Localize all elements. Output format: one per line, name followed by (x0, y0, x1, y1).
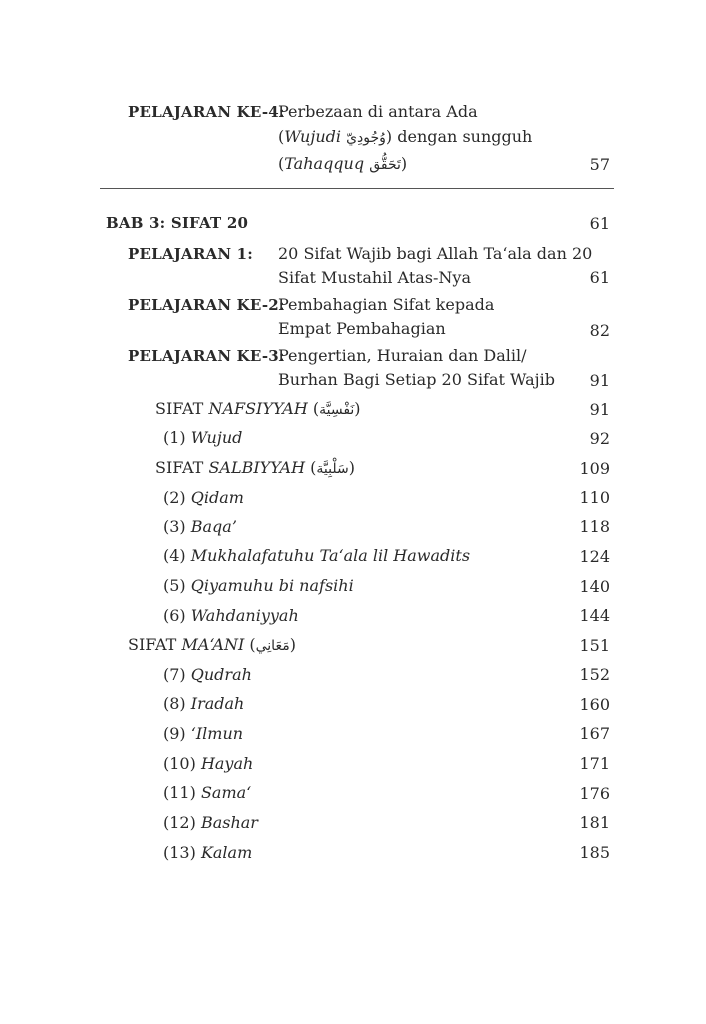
item-entry (163, 428, 242, 447)
item-number: (12) (163, 813, 201, 832)
arabic-maani: مَعَانِي (255, 638, 290, 654)
item-entry (163, 546, 470, 565)
item-entry (163, 488, 244, 507)
item-number: (6) (163, 606, 191, 625)
item-number: (1) (163, 428, 191, 447)
lesson-label: PELAJARAN KE-2: (128, 296, 285, 314)
item-number: (4) (163, 546, 191, 565)
lesson-title-line2: Burhan Bagi Setiap 20 Sifat Wajib (278, 370, 555, 389)
item-entry (163, 843, 252, 862)
item-entry (163, 724, 243, 743)
item-number: (5) (163, 576, 191, 595)
item-name: Mukhalafatuhu Ta‘ala lil Hawadits (190, 546, 471, 565)
arabic-wujudi: وُجُودِيّ (346, 130, 386, 146)
item-name: Kalam (200, 843, 253, 862)
item-page: 110 (579, 488, 610, 507)
item-page: 176 (579, 784, 610, 803)
item-entry (163, 754, 253, 773)
item-entry (163, 694, 244, 713)
item-page: 140 (579, 577, 610, 596)
item-page: 144 (579, 606, 610, 625)
arabic-nafsiyyah: نَفْسِيَّة (319, 402, 355, 418)
item-page: 118 (579, 517, 610, 536)
lesson-page: 82 (589, 321, 610, 340)
item-number: (2) (163, 488, 191, 507)
chapter-page: 61 (589, 214, 610, 233)
section-page: 151 (579, 636, 610, 655)
lesson-title-line1: Pengertian, Huraian dan Dalil/ (278, 346, 527, 365)
item-name: Qidam (190, 488, 244, 507)
paren-open: ( (278, 127, 285, 146)
item-number: NAFSIYYAH (208, 399, 308, 418)
section-nafsiyyah: SIFAT NAFSIYYAH (نَفْسِيَّة) (155, 399, 361, 418)
item-page: 167 (579, 724, 610, 743)
lesson4-title-line2 (278, 127, 532, 146)
lesson-title-line2: Empat Pembahagian (278, 319, 446, 338)
item-number: SIFAT (155, 399, 209, 418)
item-entry (163, 576, 354, 595)
item-number: (13) (163, 843, 201, 862)
term-tahaqquq: Tahaqquq (284, 154, 365, 173)
item-entry (163, 606, 299, 625)
item-number: SIFAT (128, 635, 182, 654)
item-number: (8) (163, 694, 191, 713)
item-entry (163, 783, 251, 802)
lesson-label: PELAJARAN 1: (128, 245, 254, 263)
lesson4-title-line3 (278, 154, 407, 173)
item-name: Bashar (200, 813, 258, 832)
lesson-title-line1: 20 Sifat Wajib bagi Allah Ta‘ala dan 20 (278, 244, 593, 263)
title-rest: ) dengan sungguh (385, 127, 533, 146)
divider (100, 188, 614, 189)
item-name: Qiyamuhu bi nafsihi (190, 576, 354, 595)
lesson-title-line1: Pembahagian Sifat kepada (278, 295, 495, 314)
arabic-salbiyyah: سَلْبِيَّة (316, 461, 349, 477)
section-maani: SIFAT MA‘ANI (مَعَانِي) (128, 635, 296, 654)
lesson4-label: PELAJARAN KE-4: (128, 103, 285, 121)
item-number: (10) (163, 754, 201, 773)
item-page: 92 (589, 429, 610, 448)
item-number: SALBIYYAH (208, 458, 306, 477)
item-entry (163, 813, 258, 832)
lesson-title-line2: Sifat Mustahil Atas-Nya (278, 268, 471, 287)
item-number: (9) (163, 724, 191, 743)
item-name: Sama‘ (200, 783, 252, 802)
lesson-label: PELAJARAN KE-3: (128, 347, 285, 365)
item-name: ‘Ilmun (190, 724, 244, 743)
item-page: 152 (579, 665, 610, 684)
item-number: SIFAT (155, 458, 209, 477)
paren-close: ) (400, 154, 408, 173)
item-number: MA‘ANI (181, 635, 245, 654)
lesson4-title-line1: Perbezaan di antara Ada (278, 102, 478, 121)
lesson-page: 61 (589, 268, 610, 287)
item-entry (163, 665, 252, 684)
item-page: 181 (579, 813, 610, 832)
section-page: 91 (589, 400, 610, 419)
item-page: 185 (579, 843, 610, 862)
term-wujudi: Wujudi (284, 127, 341, 146)
item-name: Iradah (190, 694, 245, 713)
arabic-tahaqquq: تَحَقُّق (369, 157, 401, 173)
paren-open: ( (278, 154, 285, 173)
item-number: (3) (163, 517, 191, 536)
item-page: 171 (579, 754, 610, 773)
item-number: (7) (163, 665, 191, 684)
item-page: 160 (579, 695, 610, 714)
item-name: Hayah (200, 754, 254, 773)
section-page: 109 (579, 459, 610, 478)
section-salbiyyah: SIFAT SALBIYYAH (سَلْبِيَّة) (155, 458, 355, 477)
chapter-title: BAB 3: SIFAT 20 (106, 214, 249, 232)
item-name: Wujud (190, 428, 243, 447)
item-page: 124 (579, 547, 610, 566)
item-name: Wahdaniyyah (190, 606, 299, 625)
lesson-page: 91 (589, 371, 610, 390)
item-entry (163, 517, 237, 536)
item-name: Qudrah (190, 665, 252, 684)
item-number: (11) (163, 783, 201, 802)
item-name: Baqa’ (190, 517, 237, 536)
lesson4-page: 57 (589, 155, 610, 174)
